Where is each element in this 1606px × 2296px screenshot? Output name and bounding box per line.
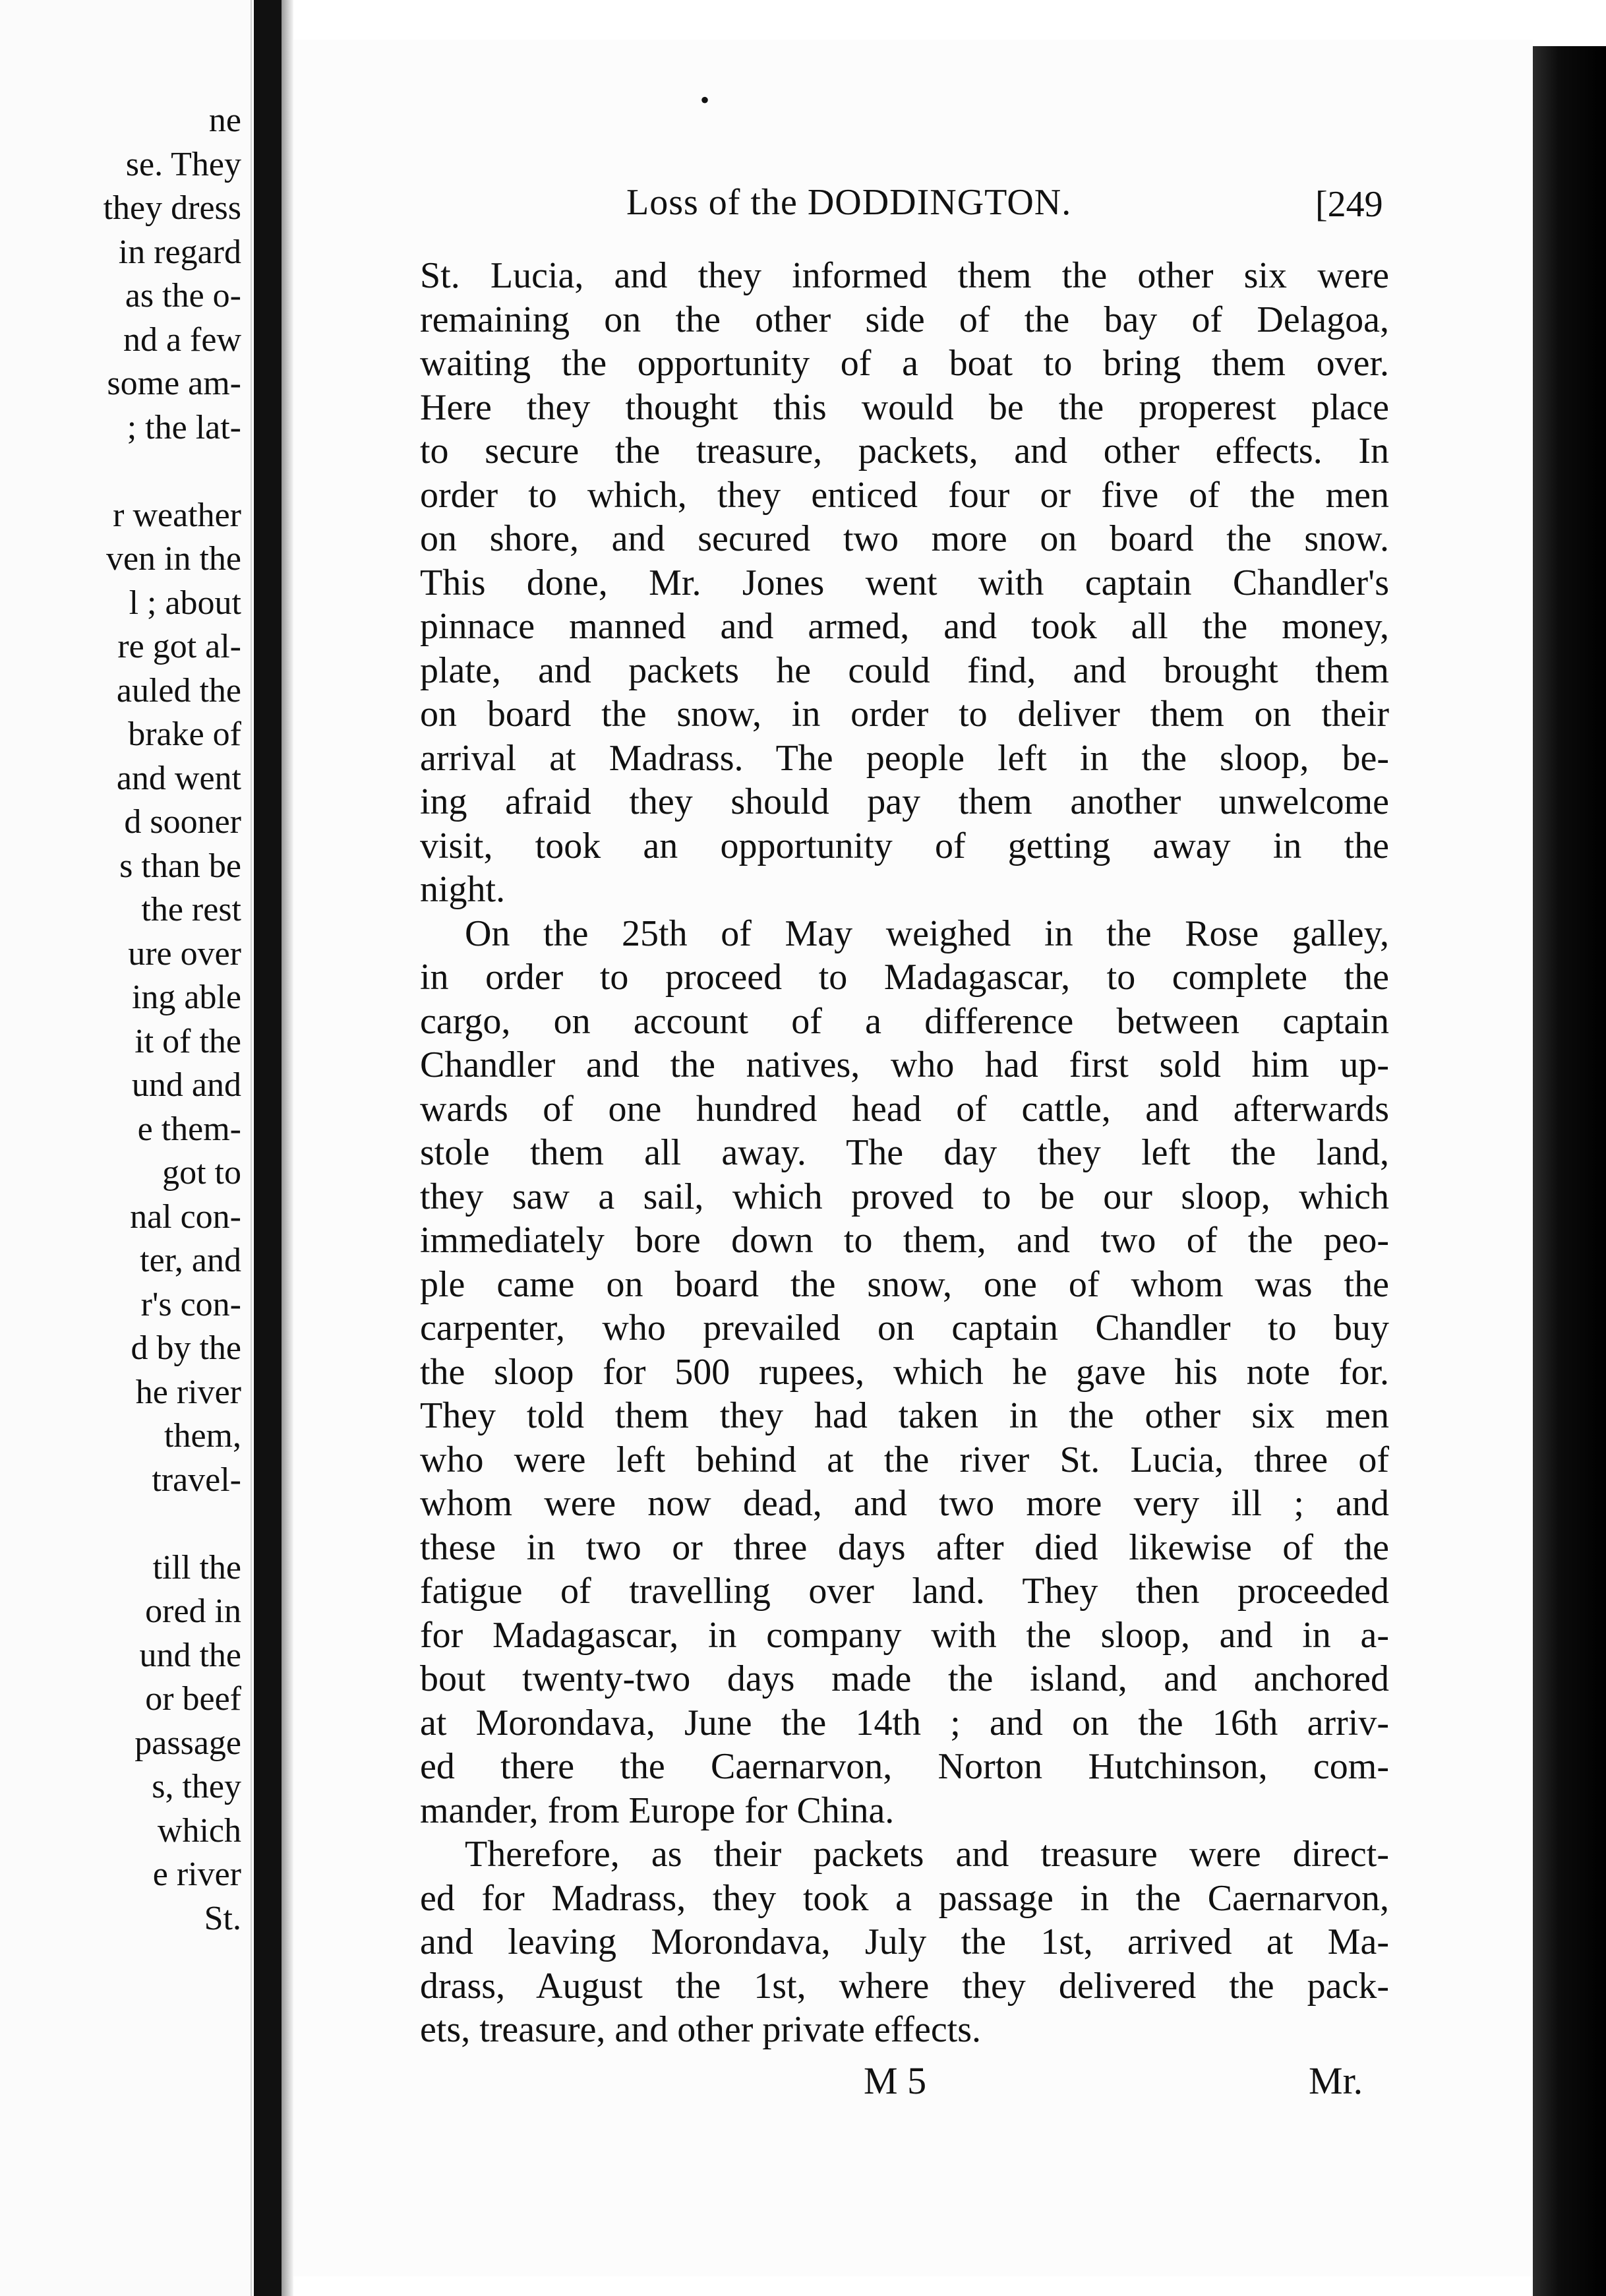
body-text [420, 254, 1389, 2052]
left-page-line: and went [116, 759, 241, 797]
left-page-line: nal con- [130, 1197, 241, 1236]
text-line: remaining on the other side of the bay of Delagoa, [420, 299, 1389, 340]
signature-mark: M 5 [864, 2059, 927, 2102]
text-line: night. [420, 869, 506, 910]
left-page [0, 0, 252, 2296]
text-line: drass, August the 1st, where they delivered the pack- [420, 1965, 1389, 2007]
left-page-line: got to [162, 1154, 241, 1192]
top-mark: • [700, 85, 710, 115]
left-page-line: as the o- [125, 277, 241, 315]
text-line: bout twenty-two days made the island, and anchored [420, 1658, 1389, 1699]
text-line: pinnace manned and armed, and took all the money, [420, 606, 1389, 647]
left-page-line: r weather [113, 496, 241, 534]
text-line: visit, took an opportunity of getting away in the [420, 825, 1389, 866]
text-line: ed there the Caernarvon, Norton Hutchinson, com- [420, 1746, 1389, 1787]
left-page-line: l ; about [129, 584, 241, 622]
left-page-line: they dress [103, 189, 241, 227]
text-line: ple came on board the snow, one of whom was the [420, 1263, 1389, 1305]
left-page-line: it of the [134, 1022, 241, 1060]
left-page-line: passage [134, 1724, 241, 1762]
page-number: [249 [1315, 184, 1383, 225]
text-line: and leaving Morondava, July the 1st, arrived at Ma- [420, 1921, 1389, 1962]
text-line: Chandler and the natives, who had first sold him up- [420, 1044, 1389, 1085]
text-line: fatigue of travelling over land. They then proceeded [420, 1571, 1389, 1612]
text-line: to secure the treasure, packets, and other effects. In [420, 431, 1389, 471]
left-page-line: e them- [137, 1110, 241, 1148]
text-line: On the 25th of May weighed in the Rose galley, [465, 913, 1389, 954]
left-page-line: d by the [131, 1329, 241, 1367]
left-page-line: r's con- [140, 1285, 241, 1323]
left-page-line: s, they [152, 1768, 241, 1805]
text-line: waiting the opportunity of a boat to bring them over. [420, 343, 1389, 384]
text-line: St. Lucia, and they informed them the other six were [420, 255, 1389, 296]
left-page-line: St. [204, 1899, 241, 1937]
left-page-line: se. They [125, 145, 241, 183]
left-page-line: ; the lat- [127, 408, 241, 446]
text-line: mander, from Europe for China. [420, 1790, 895, 1831]
left-page-line: the rest [141, 891, 241, 928]
left-page-line: ing able [131, 979, 241, 1016]
text-line: cargo, on account of a difference between captain [420, 1000, 1389, 1042]
text-line: who were left behind at the river St. Lucia, three of [420, 1439, 1389, 1480]
left-page-line: und and [131, 1066, 241, 1104]
text-line: This done, Mr. Jones went with captain Chandler's [420, 562, 1389, 603]
left-page-text [24, 99, 241, 1941]
left-page-line: in regard [118, 233, 241, 271]
left-page-line: s than be [119, 847, 241, 885]
text-line: arrival at Madrass. The people left in the sloop, be- [420, 737, 1389, 779]
left-page-line: some am- [107, 365, 241, 402]
left-page-line: d sooner [124, 803, 241, 841]
running-head: Loss of the DODDINGTON. [626, 182, 1072, 223]
text-line: Here they thought this would be the properest place [420, 386, 1389, 428]
text-line: ing afraid they should pay them another unwelcome [420, 781, 1389, 822]
text-line: They told them they had taken in the other six men [420, 1395, 1389, 1436]
left-page-line: or beef [145, 1680, 241, 1718]
text-line: at Morondava, June the 14th ; and on the 16th arriv- [420, 1702, 1389, 1743]
text-line: in order to proceed to Madagascar, to complete the [420, 957, 1389, 998]
text-line: on shore, and secured two more on board the snow. [420, 518, 1389, 559]
left-page-line: he river [135, 1373, 241, 1411]
left-page-line: which [157, 1811, 241, 1850]
text-line: wards of one hundred head of cattle, and afterwards [420, 1088, 1389, 1130]
catchword: Mr. [1309, 2059, 1363, 2102]
text-line: on board the snow, in order to deliver them on their [420, 694, 1389, 735]
text-line: these in two or three days after died likewise of the [420, 1526, 1389, 1568]
text-line: carpenter, who prevailed on captain Chandler to buy [420, 1308, 1389, 1348]
left-page-line [24, 1502, 241, 1546]
left-page-line: brake of [128, 715, 241, 753]
book-gutter [254, 0, 282, 2296]
page-edge-shadow [1533, 46, 1606, 2296]
text-line: stole them all away. The day they left the land, [420, 1132, 1389, 1173]
left-page-line: ne [208, 102, 241, 139]
left-page-line: till the [152, 1548, 241, 1586]
left-page-line: re got al- [117, 628, 241, 665]
left-page-line: nd a few [123, 320, 241, 359]
text-line: immediately bore down to them, and two of the peo- [420, 1220, 1389, 1261]
text-line: whom were now dead, and two more very ill ; and [420, 1483, 1389, 1524]
text-line: ets, treasure, and other private effects. [420, 2009, 982, 2050]
left-page-line: travel- [152, 1461, 241, 1499]
gutter-shadow [282, 0, 293, 2296]
text-line: they saw a sail, which proved to be our sloop, which [420, 1176, 1389, 1217]
left-page-line: ter, and [140, 1242, 241, 1279]
text-line: Therefore, as their packets and treasure were direct- [465, 1834, 1389, 1875]
text-line: for Madagascar, in company with the sloop, and in a- [420, 1614, 1389, 1656]
left-page-line: ure over [128, 934, 241, 973]
left-page-line: e river [152, 1856, 241, 1893]
left-page-line [24, 450, 241, 494]
text-line: plate, and packets he could find, and brought them [420, 650, 1389, 691]
left-page-line: them, [164, 1417, 241, 1455]
text-line: ed for Madrass, they took a passage in the Caernarvon, [420, 1877, 1389, 1919]
left-page-line: ven in the [105, 540, 241, 578]
text-line: order to which, they enticed four or five of the men [420, 474, 1389, 516]
left-page-line: auled the [116, 671, 241, 710]
left-page-line: ored in [145, 1592, 241, 1630]
text-line: the sloop for 500 rupees, which he gave his note for. [420, 1351, 1389, 1393]
left-page-line: und the [139, 1636, 241, 1674]
